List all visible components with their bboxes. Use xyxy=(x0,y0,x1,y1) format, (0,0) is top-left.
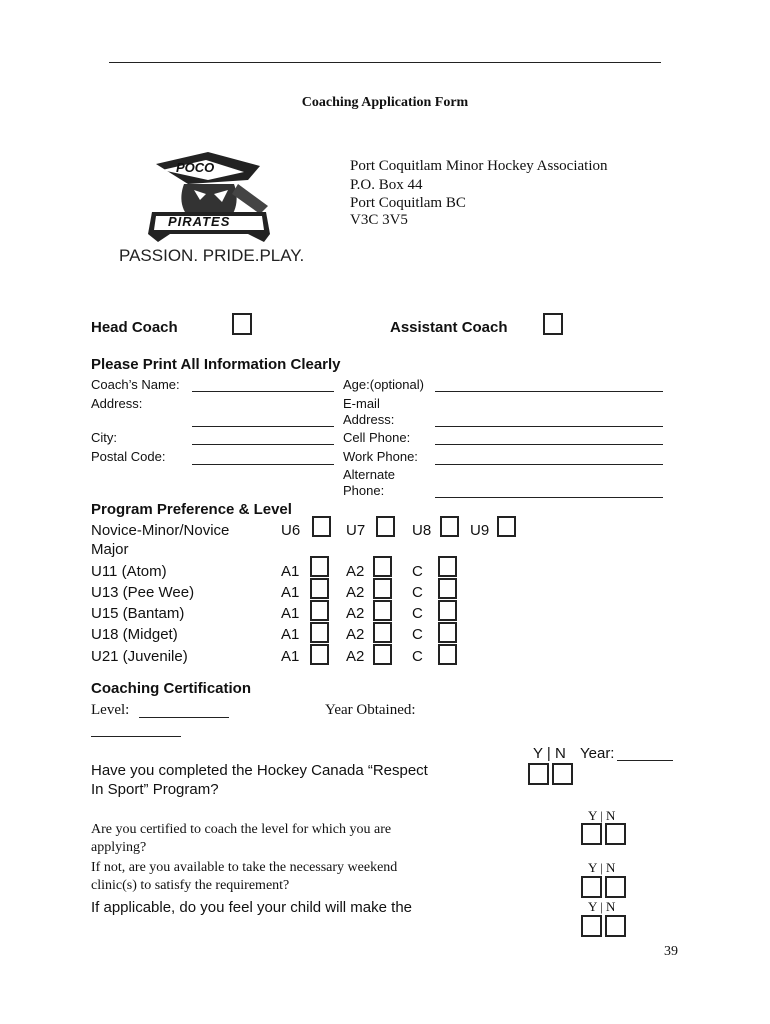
u11-a2-checkbox[interactable] xyxy=(373,556,392,577)
program-row-c: C xyxy=(412,626,423,643)
novice-label-line1: Novice-Minor/Novice xyxy=(91,522,230,539)
alt-phone-label-line2: Phone: xyxy=(343,483,385,498)
work-phone-label: Work Phone: xyxy=(343,449,418,464)
u7-label: U7 xyxy=(346,522,366,539)
u21-a2-checkbox[interactable] xyxy=(373,644,392,665)
program-row-a2: A2 xyxy=(346,648,365,665)
program-row-a1: A1 xyxy=(281,648,300,665)
age-field[interactable] xyxy=(435,391,663,392)
form-title: Coaching Application Form xyxy=(301,95,469,110)
q3-text-line1: If not, are you available to take the necessary weekend xyxy=(91,860,398,875)
q3-no-checkbox[interactable] xyxy=(605,876,626,898)
program-heading: Program Preference & Level xyxy=(91,501,292,518)
q1-yes-checkbox[interactable] xyxy=(528,763,549,785)
cell-phone-label: Cell Phone: xyxy=(343,430,411,445)
q4-yn-header: Y | N xyxy=(588,899,616,914)
q1-text-line1: Have you completed the Hockey Canada “Respect xyxy=(91,762,428,779)
u15-a1-checkbox[interactable] xyxy=(310,600,329,621)
program-row-a1: A1 xyxy=(281,626,300,643)
head-coach-label: Head Coach xyxy=(91,319,178,336)
program-row-a2: A2 xyxy=(346,563,365,580)
program-row-a1: A1 xyxy=(281,605,300,622)
program-row-c: C xyxy=(412,648,423,665)
logo-banner-text: PIRATES xyxy=(168,214,231,229)
program-row-c: C xyxy=(412,563,423,580)
alt-phone-field[interactable] xyxy=(435,497,663,498)
u21-a1-checkbox[interactable] xyxy=(310,644,329,665)
city-label: City: xyxy=(91,430,117,445)
u15-c-checkbox[interactable] xyxy=(438,600,457,621)
program-row-a2: A2 xyxy=(346,605,365,622)
u13-a2-checkbox[interactable] xyxy=(373,578,392,599)
program-row-name: U21 (Juvenile) xyxy=(91,648,188,665)
program-row-name: U18 (Midget) xyxy=(91,626,178,643)
association-postal: V3C 3V5 xyxy=(350,212,408,228)
u8-checkbox[interactable] xyxy=(440,516,459,537)
certification-heading: Coaching Certification xyxy=(91,680,252,697)
program-row-a1: A1 xyxy=(281,563,300,580)
q2-yn-header: Y | N xyxy=(588,808,616,823)
age-label: Age:(optional) xyxy=(343,377,424,392)
city-field[interactable] xyxy=(192,444,334,445)
program-row-a1: A1 xyxy=(281,584,300,601)
u8-label: U8 xyxy=(412,522,432,539)
logo-top-text: POCO xyxy=(176,160,215,175)
program-row-a2: A2 xyxy=(346,626,365,643)
cell-phone-field[interactable] xyxy=(435,444,663,445)
q2-text-line1: Are you certified to coach the level for which you are xyxy=(91,822,392,837)
email-label-line2: Address: xyxy=(343,412,395,427)
logo xyxy=(148,150,273,245)
association-po-box: P.O. Box 44 xyxy=(350,177,423,193)
level-label: Level: xyxy=(91,702,130,718)
address-label: Address: xyxy=(91,396,143,411)
alt-phone-label-line1: Alternate xyxy=(343,467,396,482)
q2-text-line2: applying? xyxy=(91,840,147,855)
u6-label: U6 xyxy=(281,522,301,539)
program-row-name: U11 (Atom) xyxy=(91,563,167,580)
postal-code-label: Postal Code: xyxy=(91,449,166,464)
program-row-name: U13 (Pee Wee) xyxy=(91,584,195,601)
novice-label-line2: Major xyxy=(91,541,129,558)
q3-text-line2: clinic(s) to satisfy the requirement? xyxy=(91,878,290,893)
q1-no-checkbox[interactable] xyxy=(552,763,573,785)
logo-tagline: PASSION. PRIDE.PLAY. xyxy=(119,246,305,265)
program-row-c: C xyxy=(412,605,423,622)
q2-yes-checkbox[interactable] xyxy=(581,823,602,845)
q4-no-checkbox[interactable] xyxy=(605,915,626,937)
assistant-coach-checkbox[interactable] xyxy=(543,313,563,335)
info-heading: Please Print All Information Clearly xyxy=(91,356,341,373)
coach-name-label: Coach’s Name: xyxy=(91,377,180,392)
q1-year-field[interactable] xyxy=(617,760,673,761)
address-field[interactable] xyxy=(192,426,334,427)
u11-c-checkbox[interactable] xyxy=(438,556,457,577)
u15-a2-checkbox[interactable] xyxy=(373,600,392,621)
q4-text-line1: If applicable, do you feel your child will make the xyxy=(91,899,413,916)
head-coach-checkbox[interactable] xyxy=(232,313,252,335)
year-obtained-field[interactable] xyxy=(91,736,181,737)
association-name: Port Coquitlam Minor Hockey Association xyxy=(350,158,608,174)
q3-yes-checkbox[interactable] xyxy=(581,876,602,898)
q1-yn-header: Y | N xyxy=(533,745,566,762)
u11-a1-checkbox[interactable] xyxy=(310,556,329,577)
program-row-a2: A2 xyxy=(346,584,365,601)
work-phone-field[interactable] xyxy=(435,464,663,465)
u18-c-checkbox[interactable] xyxy=(438,622,457,643)
u9-label: U9 xyxy=(470,522,490,539)
page-number: 39 xyxy=(664,944,678,959)
u13-a1-checkbox[interactable] xyxy=(310,578,329,599)
program-row-c: C xyxy=(412,584,423,601)
association-city: Port Coquitlam BC xyxy=(350,195,466,211)
level-field[interactable] xyxy=(139,717,229,718)
u13-c-checkbox[interactable] xyxy=(438,578,457,599)
q1-year-label: Year: xyxy=(580,745,615,762)
q2-no-checkbox[interactable] xyxy=(605,823,626,845)
program-row-name: U15 (Bantam) xyxy=(91,605,185,622)
u21-c-checkbox[interactable] xyxy=(438,644,457,665)
q1-text-line2: In Sport” Program? xyxy=(91,781,219,798)
q3-yn-header: Y | N xyxy=(588,860,616,875)
u18-a2-checkbox[interactable] xyxy=(373,622,392,643)
email-field[interactable] xyxy=(435,426,663,427)
u6-checkbox[interactable] xyxy=(312,516,331,537)
u7-checkbox[interactable] xyxy=(376,516,395,537)
postal-code-field[interactable] xyxy=(192,464,334,465)
coach-name-field[interactable] xyxy=(192,391,334,392)
assistant-coach-label: Assistant Coach xyxy=(390,319,508,336)
email-label-line1: E-mail xyxy=(343,396,380,411)
q4-yes-checkbox[interactable] xyxy=(581,915,602,937)
year-obtained-label: Year Obtained: xyxy=(325,702,416,718)
top-rule xyxy=(109,62,661,63)
u9-checkbox[interactable] xyxy=(497,516,516,537)
u18-a1-checkbox[interactable] xyxy=(310,622,329,643)
